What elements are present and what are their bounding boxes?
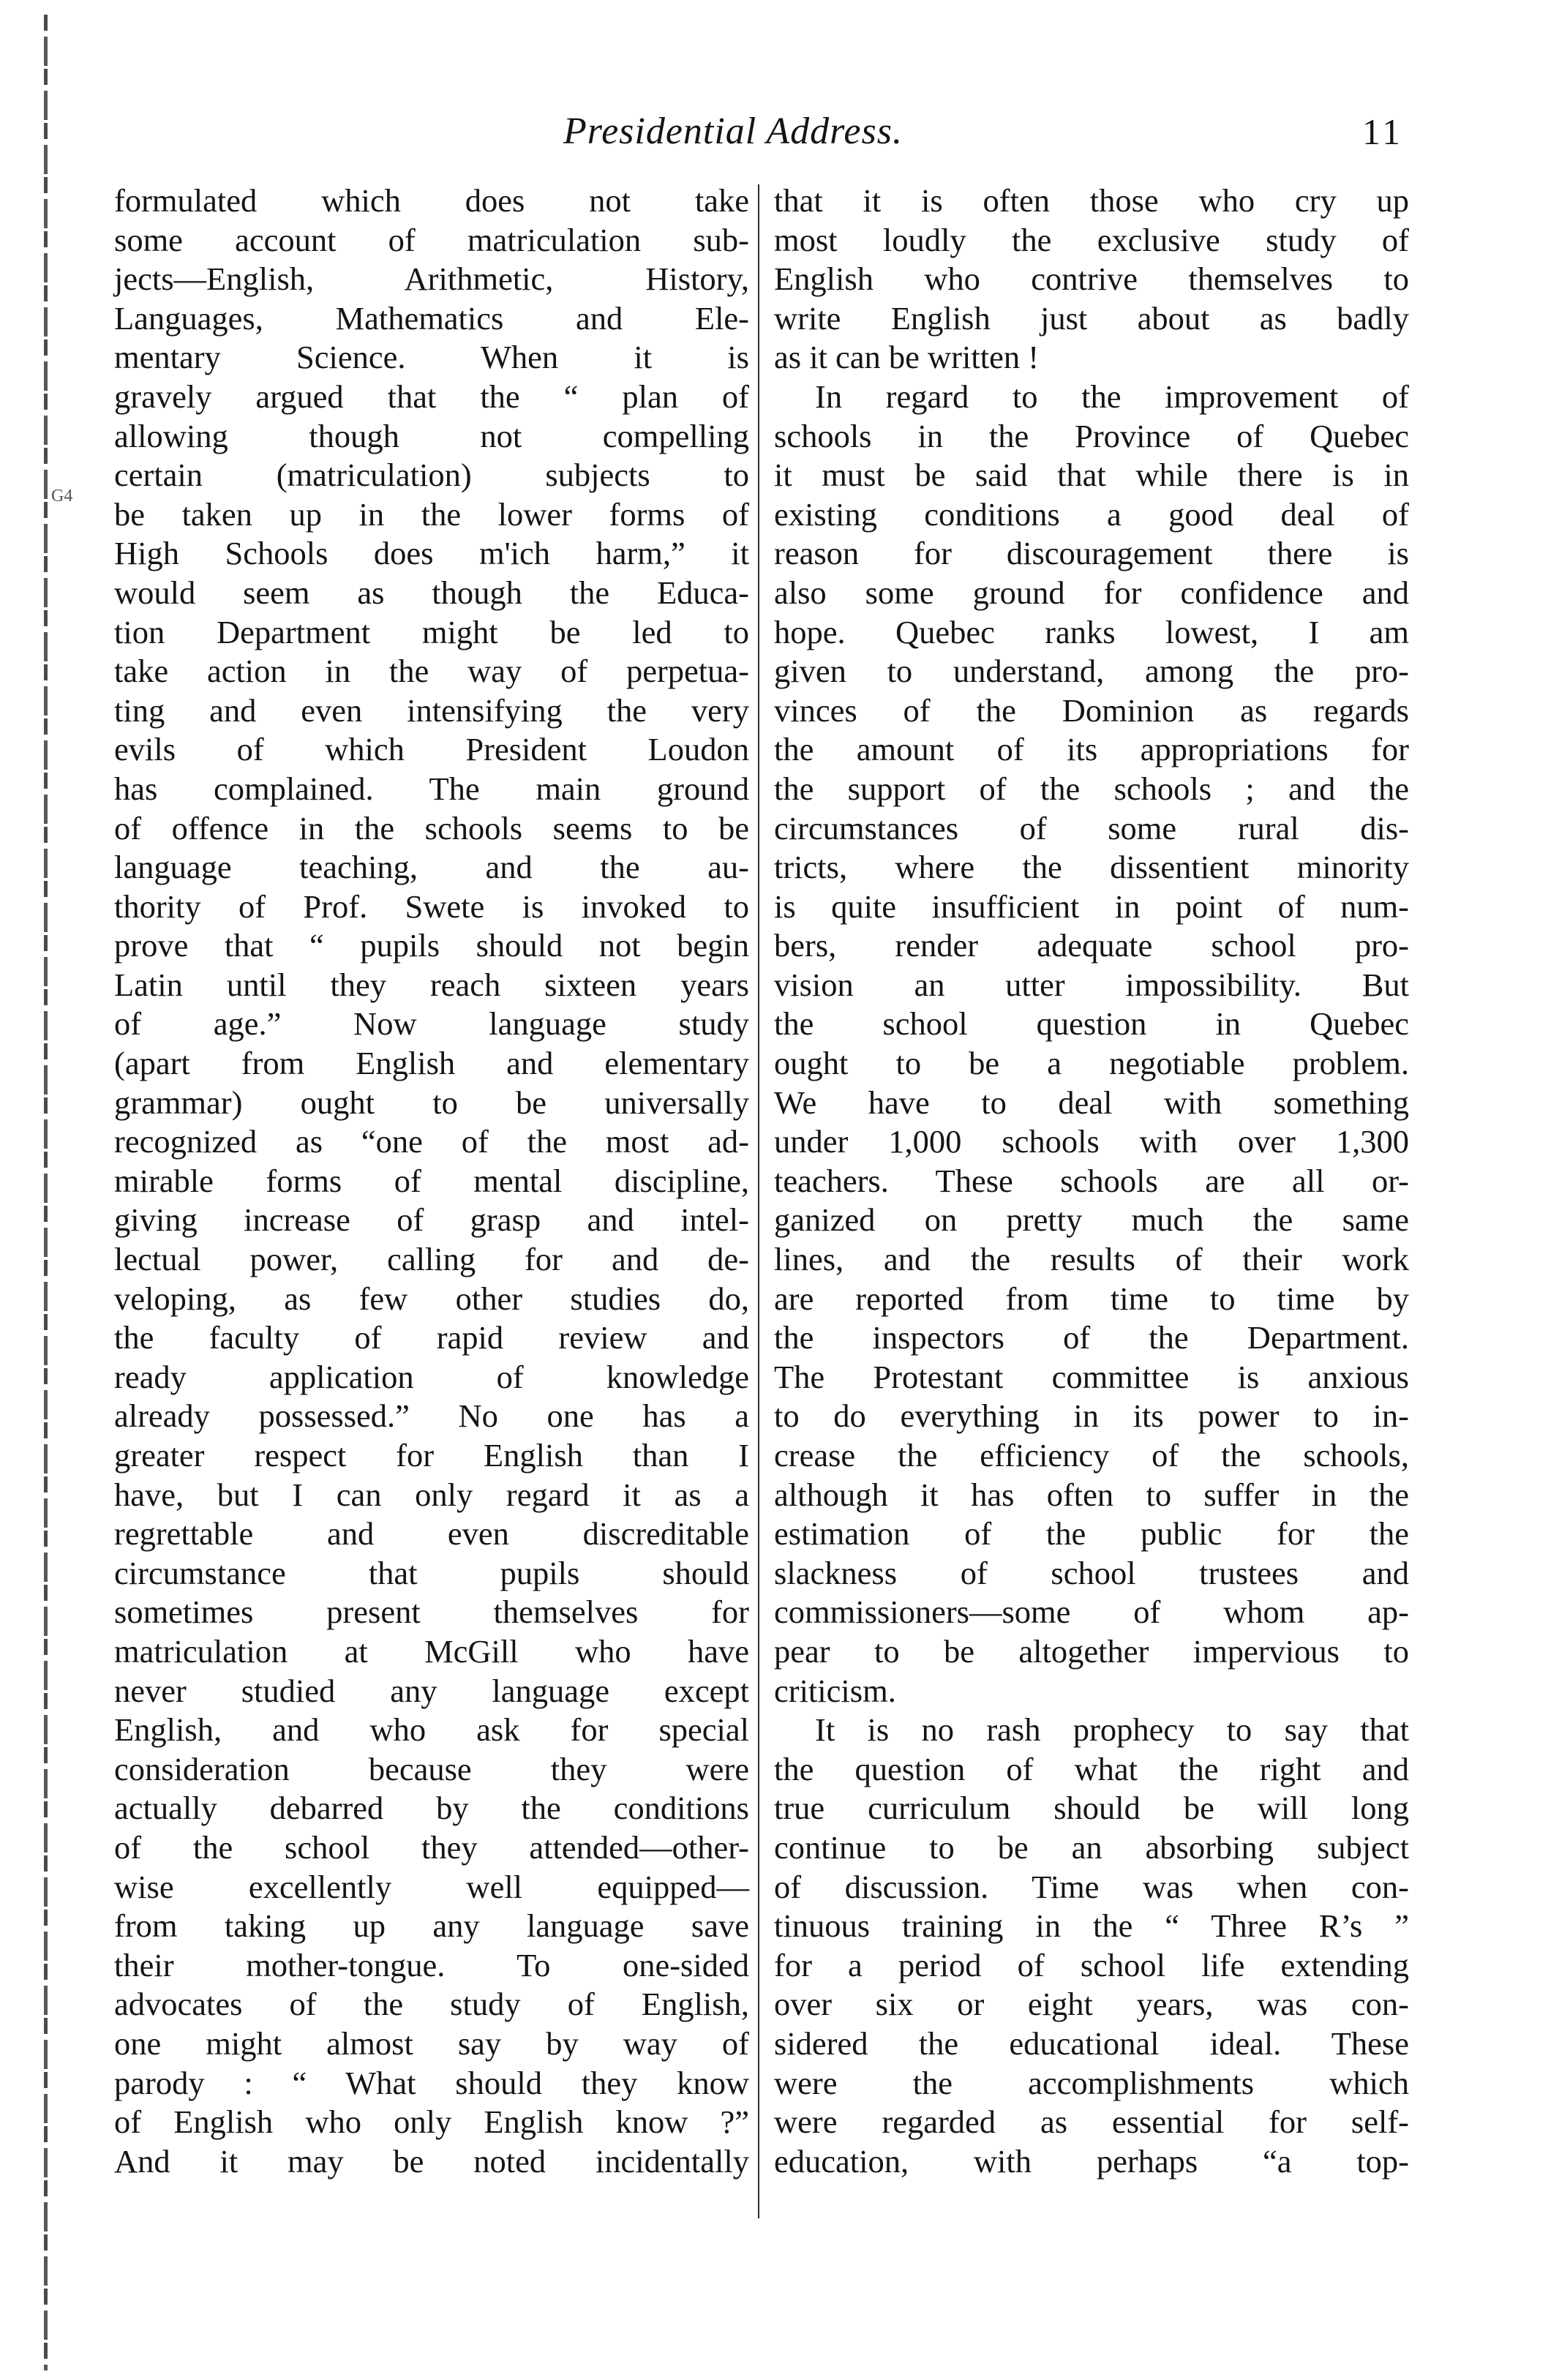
- text-line: one might almost say by way of: [114, 2024, 749, 2062]
- text-line: jects—English, Arithmetic, History,: [114, 260, 749, 298]
- text-line: continue to be an absorbing subject: [774, 1828, 1409, 1866]
- text-line: mirable forms of mental discipline,: [114, 1162, 749, 1199]
- text-line: sometimes present themselves for: [114, 1593, 749, 1631]
- text-line: ought to be a negotiable problem.: [774, 1045, 1409, 1082]
- text-line: have, but I can only regard it as a: [114, 1476, 749, 1513]
- text-line: language teaching, and the au-: [114, 849, 749, 886]
- text-line: wise excellently well equipped—: [114, 1868, 749, 1905]
- text-line: take action in the way of perpetua-: [114, 653, 749, 690]
- left-text-column: [114, 181, 749, 2181]
- text-line: the question of what the right and: [774, 1750, 1409, 1787]
- text-line: The Protestant committee is anxious: [774, 1358, 1409, 1395]
- text-line: as it can be written !: [774, 339, 1040, 376]
- text-line: the faculty of rapid review and: [114, 1319, 749, 1356]
- column-divider-rule: [758, 184, 759, 2218]
- text-line: consideration because they were: [114, 1750, 749, 1787]
- text-line: most loudly the exclusive study of: [774, 221, 1409, 258]
- text-line: formulated which does not take: [114, 182, 749, 219]
- text-line: over six or eight years, was con-: [774, 1986, 1409, 2023]
- text-line: gravely argued that the “ plan of: [114, 378, 749, 415]
- text-line: for a period of school life extending: [774, 1946, 1409, 1983]
- text-line: (apart from English and elementary: [114, 1045, 749, 1082]
- text-line: mentary Science. When it is: [114, 339, 749, 376]
- text-line: commissioners—some of whom ap-: [774, 1593, 1409, 1631]
- text-line: ready application of knowledge: [114, 1358, 749, 1395]
- text-line: were the accomplishments which: [774, 2064, 1409, 2101]
- text-line: bers, render adequate school pro-: [774, 927, 1409, 964]
- text-line: veloping, as few other studies do,: [114, 1280, 749, 1317]
- text-line: actually debarred by the conditions: [114, 1790, 749, 1827]
- text-line: sidered the educational ideal. These: [774, 2024, 1409, 2062]
- margin-pencil-mark: G4: [51, 487, 73, 506]
- text-line: their mother-tongue. To one-sided: [114, 1946, 749, 1983]
- text-line: In regard to the improvement of: [815, 378, 1409, 415]
- text-line: is quite insufficient in point of num-: [774, 887, 1409, 925]
- text-line: allowing though not compelling: [114, 417, 749, 454]
- text-line: certain (matriculation) subjects to: [114, 457, 749, 494]
- text-line: of offence in the schools seems to be: [114, 809, 749, 846]
- text-line: English who contrive themselves to: [774, 260, 1409, 298]
- text-line: grammar) ought to be universally: [114, 1084, 749, 1121]
- text-line: pear to be altogether impervious to: [774, 1632, 1409, 1670]
- text-line: crease the efficiency of the schools,: [774, 1437, 1409, 1474]
- text-line: reason for discouragement there is: [774, 535, 1409, 572]
- text-line: It is no rash prophecy to say that: [815, 1711, 1409, 1749]
- text-line: English, and who ask for special: [114, 1711, 749, 1749]
- text-line: advocates of the study of English,: [114, 1986, 749, 2023]
- text-line: were regarded as essential for self-: [774, 2103, 1409, 2141]
- text-line: And it may be noted incidentally: [114, 2142, 749, 2180]
- text-line: has complained. The main ground: [114, 770, 749, 807]
- text-line: write English just about as badly: [774, 299, 1409, 337]
- text-line: be taken up in the lower forms of: [114, 495, 749, 533]
- text-line: lectual power, calling for and de-: [114, 1241, 749, 1278]
- running-head: Presidential Address.: [563, 110, 903, 152]
- text-line: of discussion. Time was when con-: [774, 1868, 1409, 1905]
- text-line: never studied any language except: [114, 1672, 749, 1709]
- text-line: parody : “ What should they know: [114, 2064, 749, 2101]
- text-line: the amount of its appropriations for: [774, 731, 1409, 768]
- scanned-page-edge: [44, 15, 48, 2370]
- text-line: to do everything in its power to in-: [774, 1397, 1409, 1435]
- text-line: prove that “ pupils should not begin: [114, 927, 749, 964]
- text-line: true curriculum should be will long: [774, 1790, 1409, 1827]
- text-line: vinces of the Dominion as regards: [774, 691, 1409, 729]
- text-line: vision an utter impossibility. But: [774, 966, 1409, 1003]
- text-line: of English who only English know ?”: [114, 2103, 749, 2141]
- text-line: estimation of the public for the: [774, 1515, 1409, 1553]
- text-line: that it is often those who cry up: [774, 182, 1409, 219]
- page-header: [0, 102, 1559, 161]
- text-line: the inspectors of the Department.: [774, 1319, 1409, 1356]
- text-line: the school question in Quebec: [774, 1005, 1409, 1043]
- text-line: given to understand, among the pro-: [774, 653, 1409, 690]
- text-line: education, with perhaps “a top-: [774, 2142, 1409, 2180]
- text-line: Latin until they reach sixteen years: [114, 966, 749, 1003]
- text-line: ting and even intensifying the very: [114, 691, 749, 729]
- text-line: are reported from time to time by: [774, 1280, 1409, 1317]
- text-line: schools in the Province of Quebec: [774, 417, 1409, 454]
- text-line: although it has often to suffer in the: [774, 1476, 1409, 1513]
- text-line: tinuous training in the “ Three R’s ”: [774, 1907, 1409, 1945]
- text-line: hope. Quebec ranks lowest, I am: [774, 613, 1409, 650]
- text-line: already possessed.” No one has a: [114, 1397, 749, 1435]
- text-line: from taking up any language save: [114, 1907, 749, 1945]
- text-line: thority of Prof. Swete is invoked to: [114, 887, 749, 925]
- text-line: matriculation at McGill who have: [114, 1632, 749, 1670]
- text-line: tricts, where the dissentient minority: [774, 849, 1409, 886]
- text-line: circumstances of some rural dis-: [774, 809, 1409, 846]
- text-line: under 1,000 schools with over 1,300: [774, 1123, 1409, 1160]
- text-line: circumstance that pupils should: [114, 1554, 749, 1591]
- text-line: evils of which President Loudon: [114, 731, 749, 768]
- text-line: tion Department might be led to: [114, 613, 749, 650]
- text-line: regrettable and even discreditable: [114, 1515, 749, 1553]
- text-line: giving increase of grasp and intel-: [114, 1201, 749, 1239]
- text-line: High Schools does m'ich harm,” it: [114, 535, 749, 572]
- text-line: existing conditions a good deal of: [774, 495, 1409, 533]
- page-number: 11: [1362, 111, 1404, 152]
- text-line: lines, and the results of their work: [774, 1241, 1409, 1278]
- text-line: also some ground for confidence and: [774, 574, 1409, 611]
- text-line: greater respect for English than I: [114, 1437, 749, 1474]
- text-line: of the school they attended—other-: [114, 1828, 749, 1866]
- right-text-column: [774, 181, 1409, 2181]
- text-line: Languages, Mathematics and Ele-: [114, 299, 749, 337]
- text-line: recognized as “one of the most ad-: [114, 1123, 749, 1160]
- text-line: slackness of school trustees and: [774, 1554, 1409, 1591]
- text-line: of age.” Now language study: [114, 1005, 749, 1043]
- text-line: the support of the schools ; and the: [774, 770, 1409, 807]
- text-line: would seem as though the Educa-: [114, 574, 749, 611]
- text-line: We have to deal with something: [774, 1084, 1409, 1121]
- text-line: it must be said that while there is in: [774, 457, 1409, 494]
- text-line: criticism.: [774, 1672, 896, 1709]
- text-line: ganized on pretty much the same: [774, 1201, 1409, 1239]
- text-line: teachers. These schools are all or-: [774, 1162, 1409, 1199]
- text-line: some account of matriculation sub-: [114, 221, 749, 258]
